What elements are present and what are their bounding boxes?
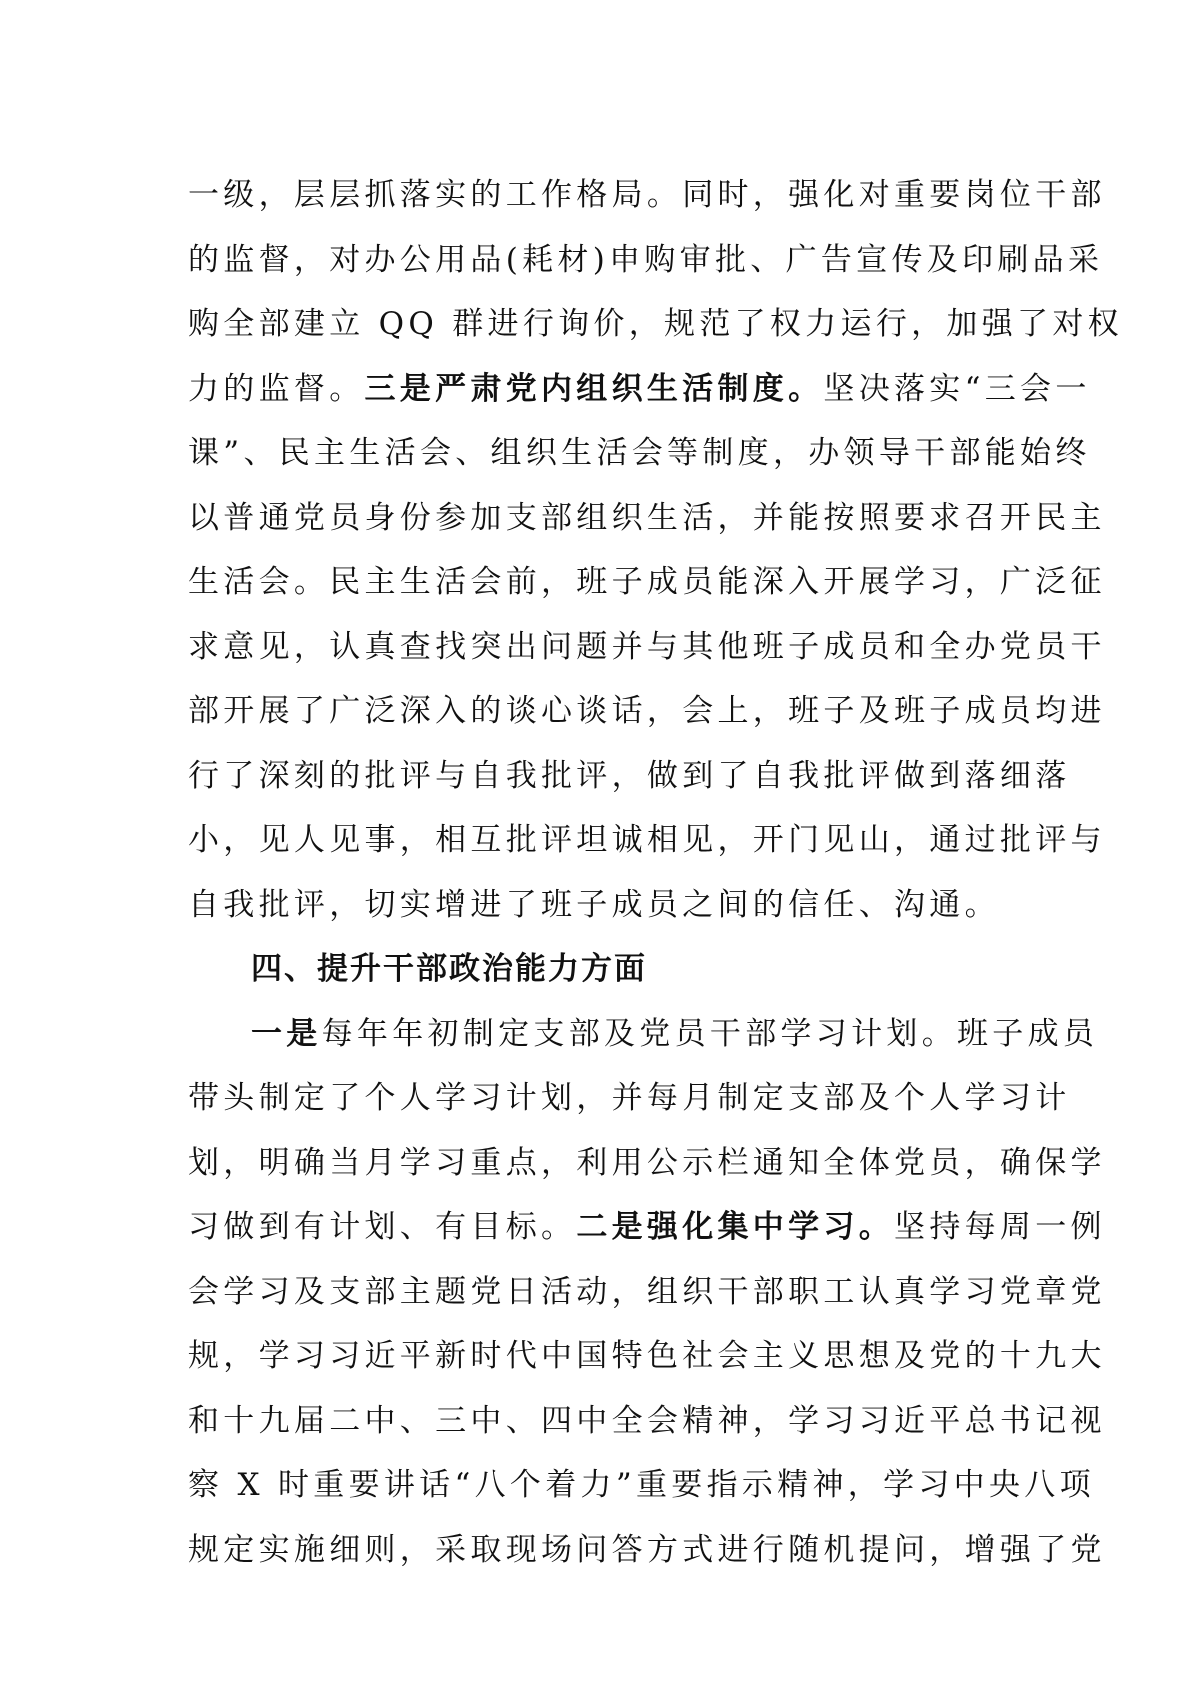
- text-line: 自我批评，切实增进了班子成员之间的信任、沟通。: [188, 886, 1000, 923]
- text-line: 带头制定了个人学习计划，并每月制定支部及个人学习计: [188, 1080, 1071, 1116]
- text-line: 察 X 时重要讲话“八个着力”重要指示精神，学习中央八项: [188, 1467, 1095, 1503]
- text-run: 坚决落实“三会一: [823, 370, 1091, 407]
- text-line: 购全部建立 QQ 群进行询价，规范了权力运行，加强了对权: [188, 306, 1123, 342]
- text-line: 小，见人见事，相互批评坦诚相见，开门见山，通过批评与: [188, 822, 1106, 858]
- text-line: 部开展了广泛深入的谈心谈话，会上，班子及班子成员均进: [188, 693, 1106, 729]
- text-line: 的监督，对办公用品(耗材)申购审批、广告宣传及印刷品采: [188, 241, 1104, 278]
- document-body: [188, 163, 1123, 1582]
- text-run: 坚持每周一例: [894, 1209, 1106, 1245]
- text-line: 规，学习习近平新时代中国特色社会主义思想及党的十九大: [188, 1338, 1106, 1374]
- bold-lead-phrase: 三是严肃党内组织生活制度。: [364, 370, 824, 407]
- text-line: 和十九届二中、三中、四中全会精神，学习习近平总书记视: [188, 1402, 1106, 1439]
- text-run: 力的监督。: [188, 370, 365, 407]
- text-line: 行了深刻的批评与自我批评，做到了自我批评做到落细落: [188, 757, 1071, 794]
- text-line: 以普通党员身份参加支部组织生活，并能按照要求召开民主: [188, 499, 1106, 536]
- text-line: [188, 1002, 1099, 1067]
- text-line: 求意见，认真查找突出问题并与其他班子成员和全办党员干: [188, 628, 1106, 665]
- text-line: [188, 1195, 1106, 1260]
- section-heading: 四、提升干部政治能力方面: [251, 951, 647, 987]
- text-line: 一级，层层抓落实的工作格局。同时，强化对重要岗位干部: [188, 177, 1106, 213]
- text-line: 生活会。民主生活会前，班子成员能深入开展学习，广泛征: [188, 564, 1106, 600]
- bold-lead-phrase: 二是强化集中学习。: [576, 1209, 895, 1245]
- text-line: 会学习及支部主题党日活动，组织干部职工认真学习党章党: [188, 1273, 1106, 1310]
- text-line: 划，明确当月学习重点，利用公示栏通知全体党员，确保学: [188, 1144, 1106, 1181]
- text-line: [188, 357, 1091, 422]
- text-line: 课”、民主生活会、组织生活会等制度，办领导干部能始终: [188, 435, 1091, 471]
- text-run: 习做到有计划、有目标。: [188, 1209, 577, 1245]
- bold-lead-phrase: 一是: [251, 1015, 322, 1052]
- text-run: 每年年初制定支部及党员干部学习计划。班子成员: [321, 1015, 1099, 1052]
- text-line: 规定实施细则，采取现场问答方式进行随机提问，增强了党: [188, 1531, 1106, 1568]
